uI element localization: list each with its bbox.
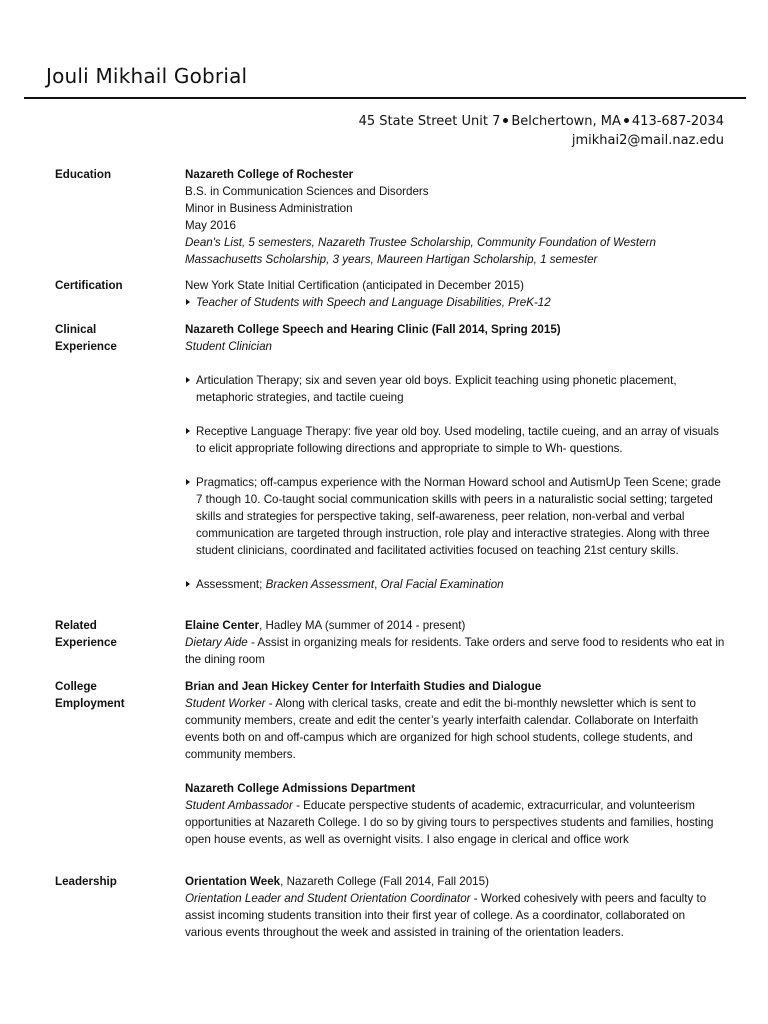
- honors-line-1: Dean's List, 5 semesters, Nazareth Trustee Scholarship, Community Foundation of Western: [185, 236, 656, 249]
- clinical-bullet-receptive: Receptive Language Therapy: five year old boy. Used modeling, tactile cueing, and an array of visuals to elicit appropriate following directions and appropriate to simple to Wh- questions.: [185, 423, 725, 457]
- honors-line-2: Massachusetts Scholarship, 3 years, Maureen Hartigan Scholarship, 1 semester: [185, 253, 598, 266]
- label-line-2: Experience: [55, 340, 117, 353]
- label-line-1: Related: [55, 619, 97, 632]
- bullet-separator-icon: [503, 118, 508, 123]
- related-role: Dietary Aide: [185, 636, 248, 649]
- clinic-role: Student Clinician: [185, 340, 273, 353]
- leadership-desc: - Worked cohesively with peers and faculty to assist incoming students transition into their first year of college. As a coordinator, collaborated on various events throughout the week and assisted in training of the orientation leaders.: [185, 892, 707, 939]
- clinical-bullet-assessment: [185, 576, 725, 593]
- leadership-org-name: Orientation Week: [185, 875, 281, 888]
- clinical-bullet-pragmatics: Pragmatics; off-campus experience with the Norman Howard school and AutismUp Teen Scene; grade 7 though 10. Co-taught social communication skills with peers in a naturalistic social setting; targeted skills and strategies for perspective taking, self-awareness, peer relation, non-verbal and verbal communication are targeted through instruction, role play and interactive strategies. Along with three student clinicians, coordinated and facilitated activities focused on teaching 21st century skills.: [185, 474, 725, 559]
- assessment-separator: ,: [374, 578, 381, 591]
- employer-1-description: [185, 695, 725, 763]
- contact-address-line: [359, 112, 724, 131]
- street-address: 45 State Street Unit 7: [358, 114, 501, 129]
- clinical-content: [185, 321, 725, 593]
- employer-2-desc: - Educate perspective students of academic, extracurricular, and volunteerism opportunities at Nazareth College. I do so by giving tours to perspectives students and families, hosting open house events, as well as overnight visits. I also engage in clerical and office work: [185, 799, 714, 846]
- related-content: [185, 617, 725, 668]
- related-org-details: , Hadley MA (summer of 2014 - present): [259, 619, 466, 632]
- section-label-related: [55, 617, 175, 651]
- bullet-separator-icon: [624, 118, 629, 123]
- leadership-org-details: , Nazareth College (Fall 2014, Fall 2015): [280, 875, 489, 888]
- label-line-1: College: [55, 680, 97, 693]
- degree: B.S. in Communication Sciences and Disorders: [185, 185, 429, 198]
- employer-1-role: Student Worker: [185, 697, 266, 710]
- certification-content: [185, 277, 725, 311]
- employer-1-name: Brian and Jean Hickey Center for Interfaith Studies and Dialogue: [185, 680, 542, 693]
- certification-item: Teacher of Students with Speech and Language Disabilities, PreK-12: [185, 294, 725, 311]
- label-line-2: Employment: [55, 697, 125, 710]
- label-line-2: Experience: [55, 636, 117, 649]
- clinic-name: Nazareth College Speech and Hearing Clinic (Fall 2014, Spring 2015): [185, 323, 561, 336]
- assessment-oral-facial: Oral Facial Examination: [380, 578, 504, 591]
- related-org: [185, 617, 725, 634]
- assessment-bracken: Bracken Assessment: [265, 578, 375, 591]
- leadership-role: Orientation Leader and Student Orientation Coordinator: [185, 892, 471, 905]
- certification-title: New York State Initial Certification (anticipated in December 2015): [185, 279, 524, 292]
- clinical-bullet-articulation: Articulation Therapy; six and seven year old boys. Explicit teaching using phonetic placement, metaphoric strategies, and tactile cueing: [185, 372, 725, 406]
- section-label-clinical: [55, 321, 175, 355]
- related-description: [185, 634, 725, 668]
- related-desc: - Assist in organizing meals for residents. Take orders and serve food to residents who eat in the dining room: [185, 636, 725, 666]
- leadership-content: [185, 873, 725, 941]
- education-content: [185, 166, 725, 268]
- section-label-leadership: Leadership: [55, 875, 117, 888]
- school-name: Nazareth College of Rochester: [185, 168, 354, 181]
- email-address[interactable]: jmikhai2@mail.naz.edu: [571, 133, 724, 148]
- employer-2-description: [185, 797, 725, 848]
- minor: Minor in Business Administration: [185, 202, 353, 215]
- label-line-1: Clinical: [55, 323, 97, 336]
- graduation-date: May 2016: [185, 219, 236, 232]
- header-divider: [24, 97, 746, 99]
- section-label-certification: Certification: [55, 279, 123, 292]
- city-state: Belchertown, MA: [511, 114, 621, 129]
- phone-number: 413-687-2034: [631, 114, 724, 129]
- employer-1-desc: - Along with clerical tasks, create and edit the bi-monthly newsletter which is sent to community members, create and edit the center’s yearly interfaith calendar. Collaborate on Interfaith events both on and off-campus which are organized for high school students, college students, and community members.: [185, 697, 699, 761]
- leadership-org: [185, 873, 725, 890]
- applicant-name: Jouli Mikhail Gobrial: [46, 64, 248, 88]
- related-org-name: Elaine Center: [185, 619, 260, 632]
- section-label-college: [55, 678, 175, 712]
- section-label-education: Education: [55, 168, 112, 181]
- leadership-description: [185, 890, 725, 941]
- assessment-prefix: Assessment;: [196, 578, 266, 591]
- employer-2-role: Student Ambassador: [185, 799, 293, 812]
- college-content: [185, 678, 725, 848]
- employer-2-name: Nazareth College Admissions Department: [185, 782, 416, 795]
- contact-block: [359, 112, 724, 150]
